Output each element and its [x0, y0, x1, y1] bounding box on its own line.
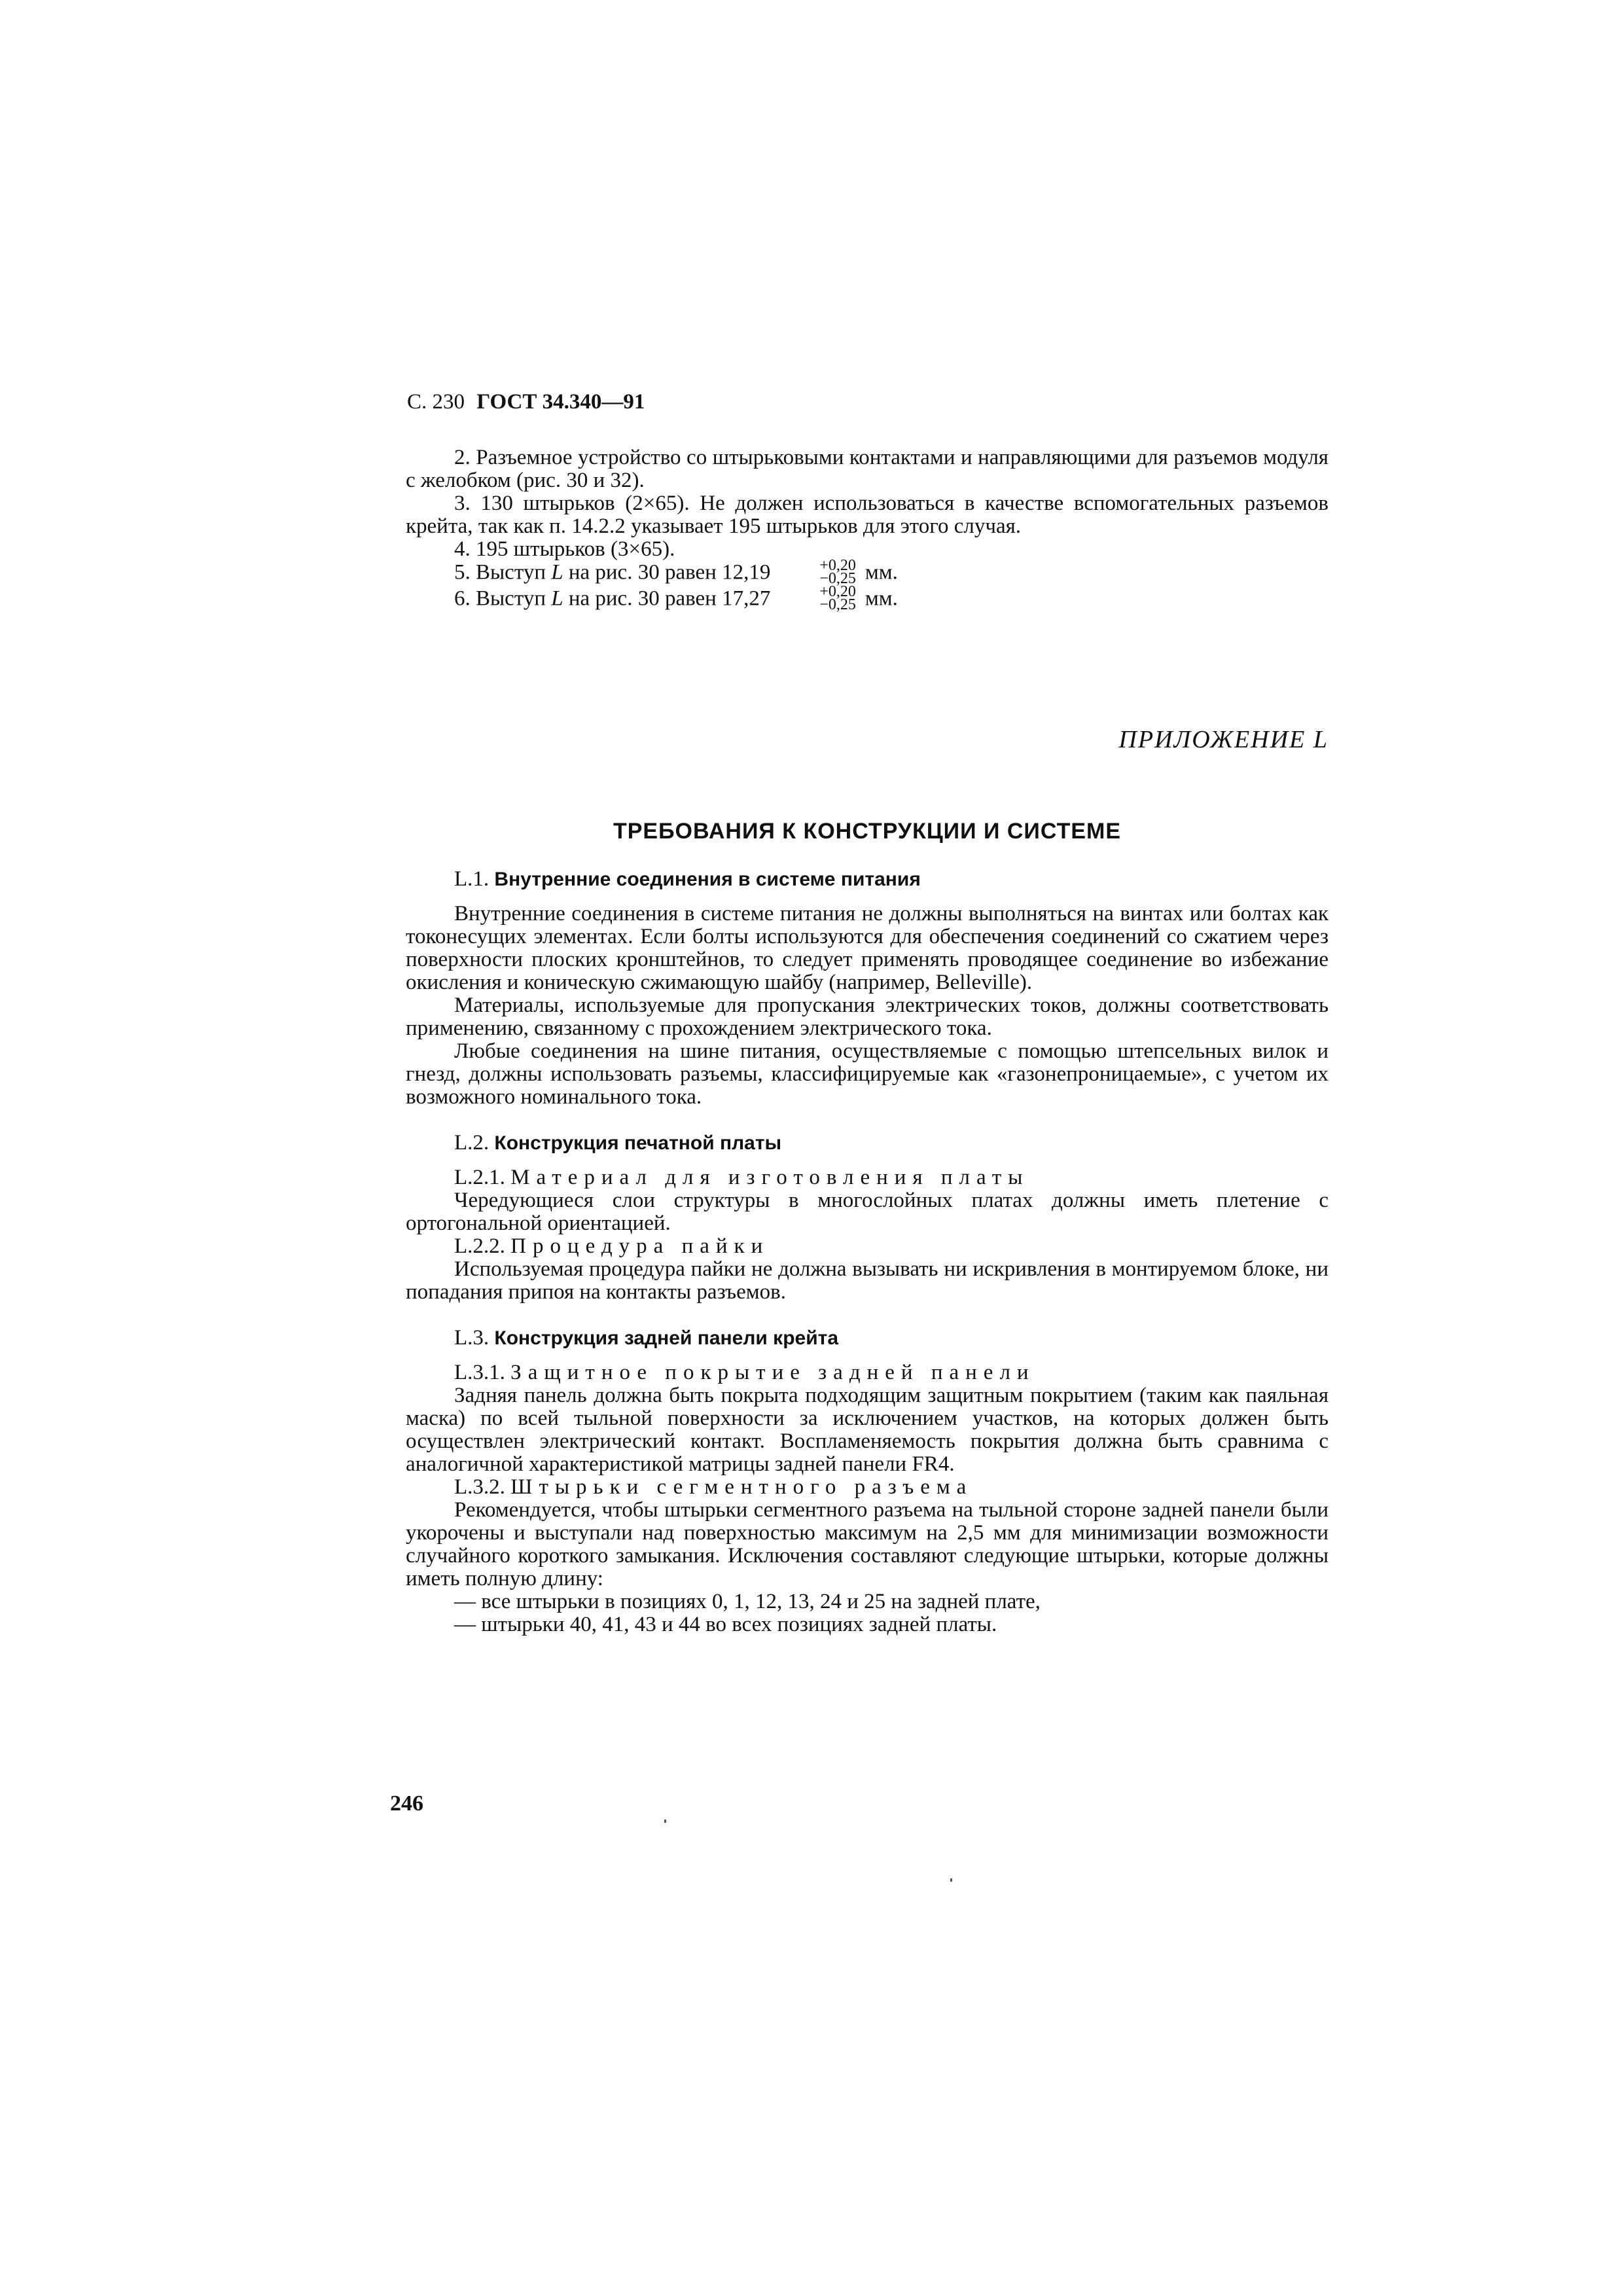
subsection-heading: L.3.1. Защитное покрытие задней панели	[454, 1361, 1035, 1384]
page-label: С. 230	[407, 390, 465, 414]
section-heading-l2: L.2. Конструкция печатной платы	[454, 1131, 782, 1155]
paragraph: Чередующиеся слои структуры в многослойных платах должны иметь плетение с ортогональной ориентацией.	[406, 1189, 1329, 1235]
scan-speck	[664, 1820, 666, 1823]
subsection-heading: L.2.1. Материал для изготовления платы	[454, 1166, 1029, 1189]
appendix-body	[406, 868, 1329, 1636]
note-item: 4. 195 штырьков (3×65).	[454, 537, 675, 561]
scan-speck	[950, 1878, 952, 1882]
tolerance: +0,20 −0,25	[819, 583, 856, 613]
page-number: 246	[390, 1791, 423, 1816]
paragraph: Любые соединения на шине питания, осуществляемые с помощью штепсельных вилок и гнезд, должны использовать разъемы, классифицируемые как «газонепроницаемые», с учетом их возможного номинального тока.	[406, 1039, 1329, 1109]
page-title: ТРЕБОВАНИЯ К КОНСТРУКЦИИ И СИСТЕМЕ	[613, 819, 1122, 844]
paragraph: Рекомендуется, чтобы штырьки сегментного разъема на тыльной стороне задней панели были укорочены и выступали над поверхностью максимум на 2,5 мм для минимизации возможности случайного короткого замыкания. Исключения составляют следующие штырьки, которые должны иметь полную длину:	[406, 1498, 1329, 1590]
paragraph: Задняя панель должна быть покрыта подходящим защитным покрытием (таким как паяльная маска) по всей тыльной поверхности за исключением участков, на которых должен быть осуществлен электрический контакт. Воспламеняемость покрытия должна быть сравнима с аналогичной характеристикой матрицы задней панели FR4.	[406, 1384, 1329, 1476]
document-code: ГОСТ 34.340—91	[476, 390, 645, 414]
note-item-6: 6. Выступ L на рис. 30 равен 17,27 +0,20 −0,25 мм.	[454, 583, 898, 613]
note-item: 3. 130 штырьков (2×65). Не должен использоваться в качестве вспомогательных разъемов крейта, так как п. 14.2.2 указывает 195 штырьков для этого случая.	[406, 492, 1329, 538]
paragraph: Используемая процедура пайки не должна вызывать ни искривления в монтируемом блоке, ни попадания припоя на контакты разъемов.	[406, 1257, 1329, 1304]
subsection-heading: L.2.2. Процедура пайки	[454, 1234, 770, 1258]
tolerance: +0,20 −0,25	[819, 557, 856, 587]
section-heading-l3: L.3. Конструкция задней панели крейта	[454, 1326, 839, 1350]
subsection-heading: L.3.2. Штырьки сегментного разъема	[454, 1475, 973, 1499]
appendix-label: ПРИЛОЖЕНИЕ L	[1118, 726, 1329, 753]
running-header	[407, 390, 645, 414]
note-item-5: 5. Выступ L на рис. 30 равен 12,19 +0,20 −0,25 мм.	[454, 557, 898, 587]
section-heading-l1: L.1. Внутренние соединения в системе питания	[454, 867, 921, 891]
list-item: — штырьки 40, 41, 43 и 44 во всех позициях задней платы.	[454, 1613, 997, 1636]
list-item: — все штырьки в позициях 0, 1, 12, 13, 24 и 25 на задней плате,	[454, 1590, 1041, 1613]
table-notes	[406, 446, 1329, 613]
paragraph: Внутренние соединения в системе питания не должны выполняться на винтах или болтах как токонесущих элементах. Если болты используются для обеспечения соединений со сжатием через поверхности плоских кронштейнов, то следует применять проводящее соединение во избежание окисления и коническую сжимающую шайбу (например, Belleville).	[406, 902, 1329, 994]
paragraph: Материалы, используемые для пропускания электрических токов, должны соответствовать применению, связанному с прохождением электрического тока.	[406, 994, 1329, 1040]
note-item: 2. Разъемное устройство со штырьковыми контактами и направляющими для разъемов модуля с желобком (рис. 30 и 32).	[406, 446, 1329, 492]
